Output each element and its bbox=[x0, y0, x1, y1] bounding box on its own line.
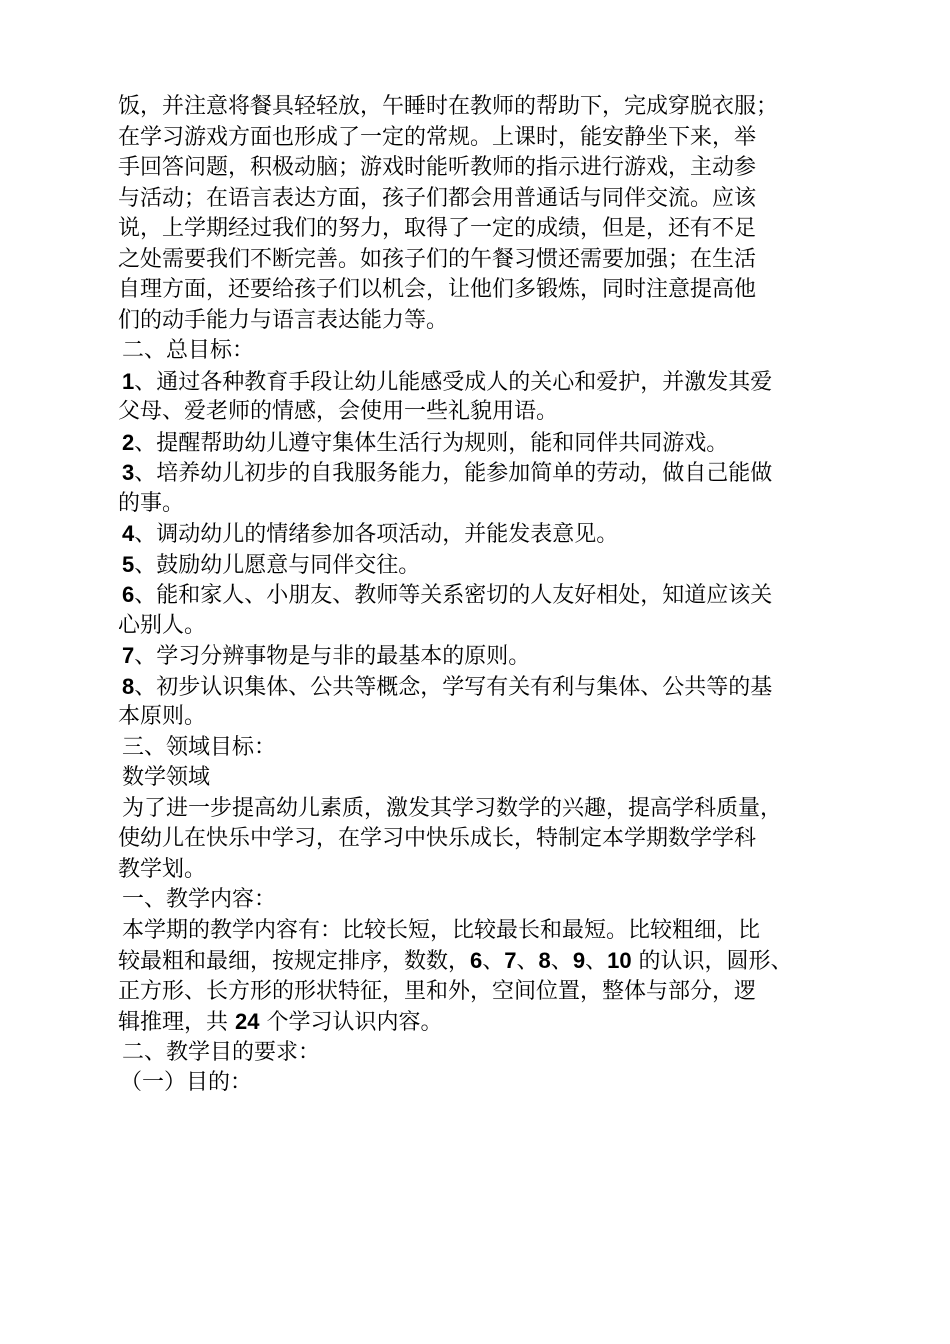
paragraph-line: 使幼儿在快乐中学习，在学习中快乐成长，特制定本学期数学学科 bbox=[118, 826, 757, 851]
goal-item-3 bbox=[118, 458, 868, 489]
paragraph-line: 在学习游戏方面也形成了一定的常规。上课时，能安静坐下来，举 bbox=[118, 124, 757, 150]
number-run: 9 bbox=[572, 948, 586, 973]
section-heading-teaching-content: 一、教学内容： bbox=[122, 887, 277, 912]
text-run: 较最粗和最细，按规定排序，数数， bbox=[118, 949, 471, 974]
goal-item-2 bbox=[118, 428, 868, 459]
goal-text: 、通过各种教育手段让幼儿能感受成人的关心和爱护，并激发其爱 bbox=[134, 369, 773, 395]
goal-item-4 bbox=[118, 519, 868, 550]
paragraph-line: 手回答问题，积极动脑；游戏时能听教师的指示进行游戏，主动参 bbox=[118, 155, 757, 180]
text-run: 的认识，圆形、 bbox=[631, 949, 793, 974]
goal-text: 、能和家人、小朋友、教师等关系密切的人友好相处，知道应该关 bbox=[134, 583, 773, 608]
goal-text: 、培养幼儿初步的自我服务能力，能参加简单的劳动，做自己能做 bbox=[134, 461, 773, 486]
paragraph-line: 为了进一步提高幼儿素质，激发其学习数学的兴趣，提高学科质量， bbox=[122, 795, 783, 821]
goal-item-3-continuation: 的事。 bbox=[118, 490, 185, 516]
goal-number: 7 bbox=[122, 643, 135, 668]
goal-item-1-continuation: 父母、爱老师的情感，会使用一些礼貌用语。 bbox=[118, 399, 559, 424]
text-run: 、 bbox=[482, 949, 505, 974]
goal-item-7 bbox=[118, 641, 868, 672]
paragraph-line: 们的动手能力与语言表达能力等。 bbox=[118, 307, 449, 333]
text-run: 、 bbox=[516, 949, 539, 974]
goal-number: 5 bbox=[122, 551, 135, 577]
goal-item-8 bbox=[118, 672, 868, 703]
text-run: 、 bbox=[585, 949, 608, 974]
goal-item-6-continuation: 心别人。 bbox=[118, 612, 207, 638]
text-run: 、 bbox=[550, 949, 573, 974]
paragraph-line: 说，上学期经过我们的努力，取得了一定的成绩，但是，还有不足 bbox=[118, 216, 757, 241]
paragraph-line: 与活动；在语言表达方面，孩子们都会用普通话与同伴交流。应该 bbox=[118, 185, 757, 211]
goal-text: 、鼓励幼儿愿意与同伴交往。 bbox=[134, 552, 421, 578]
goal-text: 、调动幼儿的情绪参加各项活动，并能发表意见。 bbox=[134, 522, 619, 547]
goal-text: 、初步认识集体、公共等概念，学写有关有利与集体、公共等的基 bbox=[134, 674, 773, 700]
goal-number: 1 bbox=[122, 368, 135, 394]
paragraph-line-with-number bbox=[118, 1007, 868, 1038]
number-run: 24 bbox=[235, 1009, 260, 1034]
text-run: 个学习认识内容。 bbox=[259, 1010, 443, 1035]
goal-item-6 bbox=[118, 580, 868, 611]
section-heading-overall-goals: 二、总目标： bbox=[122, 338, 255, 363]
paragraph-line-with-numbers bbox=[118, 946, 868, 977]
number-run: 7 bbox=[504, 948, 517, 973]
goal-item-1 bbox=[118, 367, 868, 398]
subsection-heading-math: 数学领域 bbox=[122, 765, 211, 790]
number-run: 10 bbox=[607, 948, 632, 973]
paragraph-line: 饭，并注意将餐具轻轻放，午睡时在教师的帮助下，完成穿脱衣服； bbox=[118, 94, 779, 119]
number-run: 8 bbox=[538, 948, 551, 973]
paragraph-line: 本学期的教学内容有：比较长短，比较最长和最短。比较粗细，比 bbox=[122, 917, 761, 943]
document-body bbox=[118, 92, 868, 1099]
subsection-heading-purpose: （一）目的： bbox=[120, 1070, 253, 1095]
paragraph-line: 自理方面，还要给孩子们以机会，让他们多锻炼，同时注意提高他 bbox=[118, 277, 757, 302]
goal-number: 4 bbox=[122, 521, 135, 546]
number-run: 6 bbox=[470, 948, 483, 973]
paragraph-line: 之处需要我们不断完善。如孩子们的午餐习惯还需要加强；在生活 bbox=[118, 246, 757, 272]
paragraph-line: 正方形、长方形的形状特征，里和外，空间位置，整体与部分，逻 bbox=[118, 978, 757, 1004]
section-heading-domain-goals: 三、领域目标： bbox=[122, 734, 277, 760]
goal-item-5 bbox=[118, 550, 868, 581]
goal-number: 6 bbox=[122, 582, 135, 607]
section-heading-teaching-requirements: 二、教学目的要求： bbox=[122, 1039, 321, 1065]
goal-number: 2 bbox=[122, 429, 135, 455]
goal-item-8-continuation: 本原则。 bbox=[118, 704, 207, 729]
goal-number: 8 bbox=[122, 673, 135, 699]
paragraph-line: 教学划。 bbox=[118, 856, 207, 882]
goal-text: 、提醒帮助幼儿遵守集体生活行为规则，能和同伴共同游戏。 bbox=[134, 430, 729, 456]
text-run: 辑推理，共 bbox=[118, 1010, 235, 1035]
goal-number: 3 bbox=[122, 460, 135, 485]
goal-text: 、学习分辨事物是与非的最基本的原则。 bbox=[134, 644, 531, 669]
